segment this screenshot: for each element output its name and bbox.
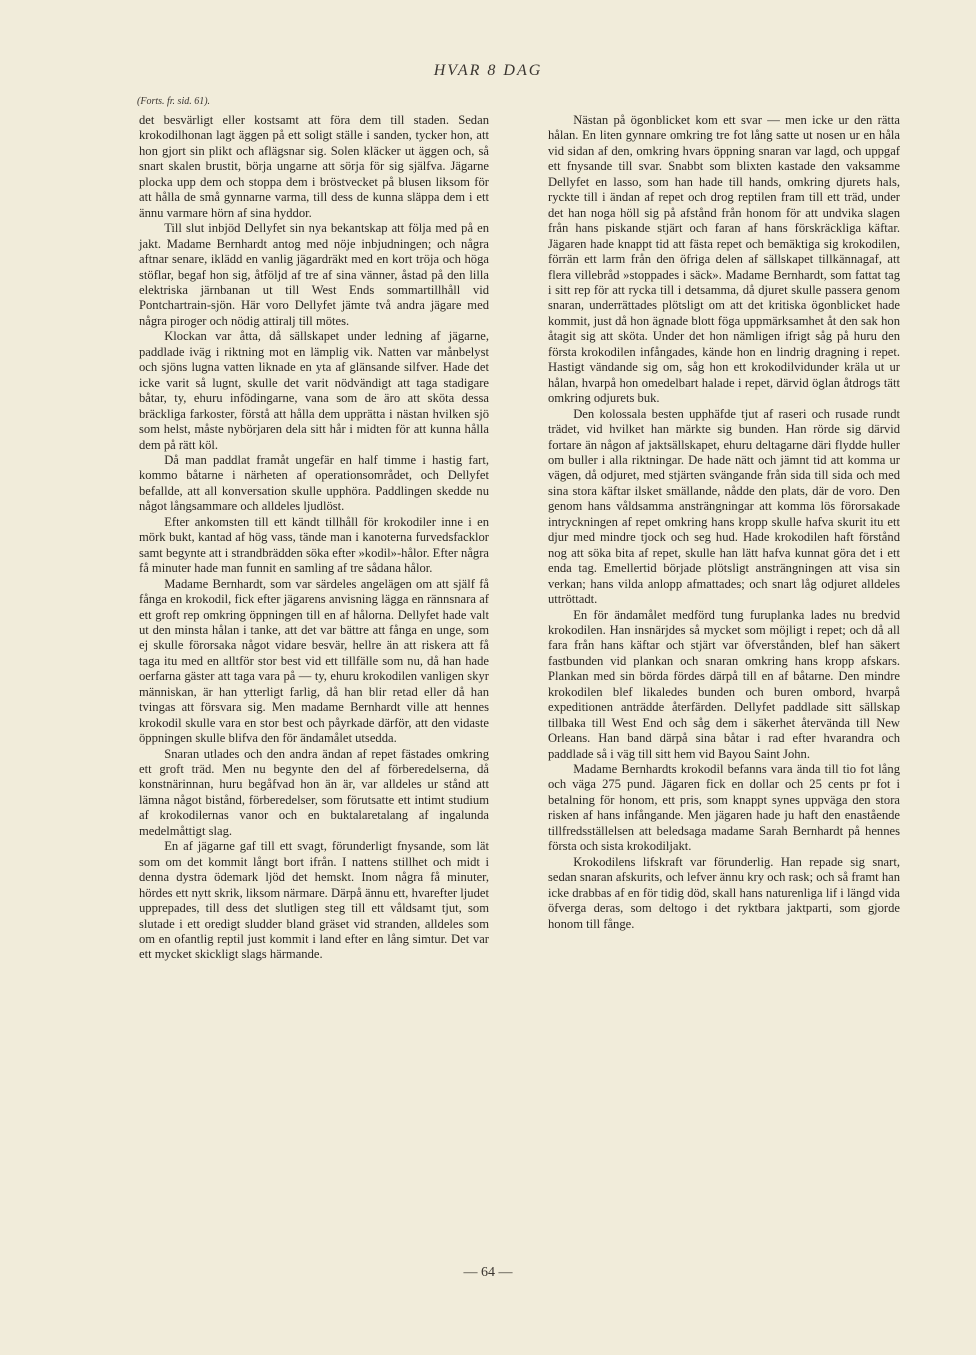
continuation-note: (Forts. fr. sid. 61). — [137, 96, 211, 107]
left-column — [139, 113, 489, 963]
paragraph: En för ändamålet medförd tung furuplanka lades nu bredvid krokodilen. Han insnärjdes så mycket som möjligt i repet; och då all fara från hans käftar och stjärt var öfverstånden, blef han säkert fastbunden vid plankan och snaran omkring hans kropp afskars. Plankan med sin börda fördes därpå till en af båtarne. Den mindre krokodilen blef likaledes bunden och buren ombord, hvarpå expeditionen anträdde återfärden. Dellyfet paddlade sitt sällskap tillbaka till West End och såg dem i säkerhet återvända till New Orleans. Han band därpå sina båtar i rad efter hvarandra och paddlade så i väg till sitt hem vid Bayou Saint John. — [548, 607, 900, 761]
paragraph: Nästan på ögonblicket kom ett svar — men icke ur den rätta hålan. En liten gynnare omkring tre fot lång satte ut nosen ur en håla vid sidan af den, omkring hvars öppning snaran var lagd, och uppgaf ett fnysande till svar. Snabbt som blixten kastade den vaksamme Dellyfet en lasso, som han hade till hands, omkring djurets hals, ryckte till i ändan af repet och drog reptilen fram till ett träd, under det han noga höll sig på afstånd från honom för att undvika slagen från hans piskande stjärt och faran af hans förskräckliga käftar. Jägaren hade knappt tid att fästa repet och bemäktiga sig krokodilen, förrän ett larm från den öfriga delen af sällskapet tillkännagaf, att flera villebråd »stoppades i säck». Madame Bernhardt, som fattat tag i sitt rep för att rycka till i detsamma, då djuret skulle passera genom snaran, underrättades plötsligt om att det kritiska ögonblicket hade kommit, just då hon ägnade blott föga uppmärksamhet åt den sak hon åtagit sig att sköta. Under det hon nämligen ifrigt såg på huru den första krokodilen infångades, kände hon en lindrig dragning i repet. Hastigt vändande sig om, såg hon ett krokodilvidunder kräla ut ur hålan, hvarpå hon omedelbart halade i repet, därvid öglan åtdrogs tätt omkring odjurets buk. — [548, 113, 900, 406]
page-number: — 64 — — [463, 1265, 513, 1280]
paragraph: Krokodilens lifskraft var förunderlig. Han repade sig snart, sedan snaran afskurits, och lefver ännu kry och rask; och så framt han icke drabbas af en för tidig död, skall hans naturenliga lif i längd vida öfverga deras, som deltogo i det ryktbara jaktparti, som gjorde honom till fånge. — [548, 854, 900, 931]
paragraph: Madame Bernhardt, som var särdeles angelägen om att själf få fånga en krokodil, fick efter jägarens anvisning lägga en rännsnara af ett groft rep omkring öppningen till en af hålorna. Dellyfet hade valt ut den minsta hålan i tanke, att det var bättre att fånga en unge, som ej skulle förorsaka något vidare besvär, hellre än att riskera att få taga itu med en alltför stor best vid ett tillfälle som nu, då han hade oerfarna gäster att taga vara på — ty, ehuru krokodilen vanligen skyr människan, är han ytterligt farlig, då han blir retad eller då han tvingas att försvara sig. Men madame Bernhardt ville att hennes krokodil skulle vara en stor best och påyrkade därför, att den vidaste öppningen skulle blifva den för ändamålet utsedda. — [139, 576, 489, 746]
running-header: HVAR 8 DAG — [433, 62, 543, 79]
paragraph: det besvärligt eller kostsamt att föra dem till staden. Sedan krokodilhonan lagt äggen på ett soligt ställe i sanden, tycker hon, att hon gjort sin plikt och aflägsnar sig. Solen kläcker ut äggen och, så snart skalen brustit, börja ungarne att sörja för sig själfva. Jägarne plocka upp dem och stoppa dem i bröstvecket på blusen liksom för att hålla de små gynnarne varma, till dess de kunna släppa dem i ett ännu varmare hörn af sina hyddor. — [139, 113, 489, 220]
paragraph: Då man paddlat framåt ungefär en half timme i hastig fart, kommo båtarne i närheten af operationsområdet, och Dellyfet befallde, att all konversation skulle upphöra. Paddlingen skedde nu något långsammare och alldeles ljudlöst. — [139, 452, 489, 514]
paragraph: En af jägarne gaf till ett svagt, förunderligt fnysande, som lät som om det kommit långt bort ifrån. I nattens stillhet och midt i denna dystra ödemark ljöd det hemskt. Inom några få minuter, hördes ett nytt skrik, liksom närmare. Därpå ännu ett, hvarefter ljudet upprepades, till dess det slutligen steg till ett våldsamt tjut, som slutade i ett oredigt sludder bland gräset vid stranden, alldeles som om en ofantlig reptil just kommit i land efter en lång simtur. Det var ett mycket skickligt slags härmande. — [139, 839, 489, 962]
right-column — [548, 113, 900, 932]
paragraph: Efter ankomsten till ett kändt tillhåll för krokodiler inne i en mörk bukt, kantad af hög vass, tände man i kanoterna furvedsfacklor samt begynte att i strandbrädden söka efter »kodil»-hålor. Efter några få minuter hade man funnit en samling af tre sådana hålor. — [139, 514, 489, 576]
paragraph: Klockan var åtta, då sällskapet under ledning af jägarne, paddlade iväg i riktning mot en lämplig vik. Natten var månbelyst och sjöns lugna vatten liknade en yta af glänsande silfver. Hade det icke varit så lugnt, skulle det varit nödvändigt att taga stadigare båtar, ty, ehuru infödingarne, vana som de äro att sköta dessa bräckliga farkoster, förstå att hålla dem upprätta i nästan hvilken sjö som helst, måste nybörjaren dela sitt hår i midten för att kunna hålla dem på rätt köl. — [139, 329, 489, 452]
paragraph: Den kolossala besten upphäfde tjut af raseri och rusade rundt trädet, vid hvilket han märkte sig bunden. Han rörde sig därvid fortare än någon af jaktsällskapet, ehuru deltagarne däri flydde huller om buller i alla riktningar. De hade nätt och jämnt tid att komma ur vägen, då odjuret, med stjärten svängande från sida till sida och med sina stora käftar ilsket smällande, nådde den plats, där de voro. Den genom hans våldsamma ansträngningar att komma lös förorsakade intryckningen af repet omkring hans kropp skulle hafva skurit itu ett djur med mindre tjock och seg hud. Hade krokodilen haft förstånd nog att söka bita af repet, skulle han lätt hafva kunnat göra det i ett enda tag. Emellertid började plötsligt ansträngningen att visa sin verkan; hans vilda anlopp afmattades; och snart låg odjuret alldeles uttröttadt. — [548, 406, 900, 607]
paragraph: Snaran utlades och den andra ändan af repet fästades omkring ett groft träd. Men nu begynte den del af förberedelserna, då konstnärinnan, huru begåfvad hon än är, var alldeles ur stånd att lämna något bistånd, förberedelser, som förutsatte ett intimt studium af krokodilernas vanor och en buktalaretalang af ingalunda medelmåttigt slag. — [139, 746, 489, 838]
paragraph: Madame Bernhardts krokodil befanns vara ända till tio fot lång och väga 275 pund. Jägaren fick en dollar och 25 cents pr fot i betalning för honom, ett pris, som knappt synes uppväga den stora risken af hans infångande. Men jägaren hade ju haft den enastående tillfredsställelsen att beledsaga madame Sarah Bernhardt på hennes första och sista krokodiljakt. — [548, 762, 900, 854]
paragraph: Till slut inbjöd Dellyfet sin nya bekantskap att följa med på en jakt. Madame Bernhardt antog med nöje inbjudningen; och några aftnar senare, iklädd en vanlig jägardräkt med en kort tröja och höga stöflar, begaf hon sig, åtföljd af tre af sina vänner, åstad på den lilla elektriska järnbanan ut till West Ends sommartillhåll vid Pontchartrain-sjön. Här voro Dellyfet jämte två andra jägare med några piroger och nödig attiralj till mötes. — [139, 221, 489, 328]
